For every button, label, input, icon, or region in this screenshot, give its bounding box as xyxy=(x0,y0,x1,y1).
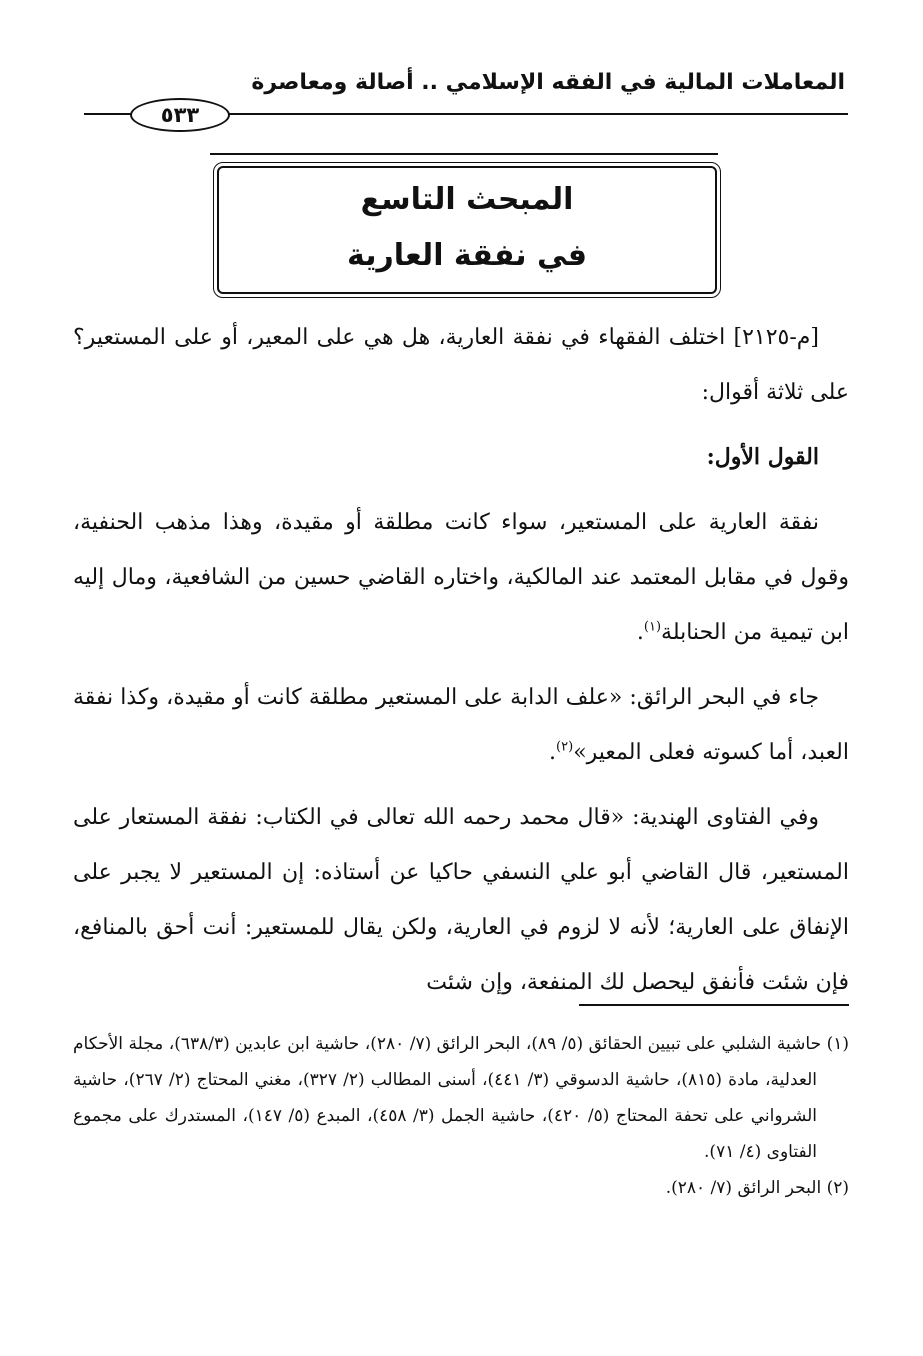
paragraph-1 xyxy=(73,495,849,660)
footnote-ref-2: (٢) xyxy=(556,739,574,755)
footnote-1-text: حاشية الشلبي على تبيين الحقائق (٥/ ٨٩)، البحر الرائق (٧/ ٢٨٠)، حاشية ابن عابدين (٦٣٨/٣)، مجلة الأحكام العدلية، مادة (٨١٥)، حاشية الدسوقي (٣/ ٤٤١)، أسنى المطالب (٢/ ٣٢٧)، مغني المحتاج (٢/ ٢٦٧)، حاشية الشرواني على تحفة المحتاج (٥/ ٤٢٠)، حاشية الجمل (٣/ ٤٥٨)، المبدع (٥/ ١٤٧)، المستدرك على مجموع الفتاوى (٤/ ٧١). xyxy=(73,1034,822,1162)
paragraph-2-end: . xyxy=(549,740,557,765)
paragraph-2 xyxy=(73,670,849,780)
footnote-2-number: (٢) xyxy=(826,1178,849,1198)
section-title-line-1: المبحث التاسع xyxy=(360,182,574,217)
footnote-1-number: (١) xyxy=(826,1034,849,1054)
first-opinion-heading: القول الأول: xyxy=(706,444,819,470)
paragraph-1-end: . xyxy=(636,620,644,645)
page-number-badge: ٥٣٣ xyxy=(130,98,230,132)
paragraph-2-text: جاء في البحر الرائق: «علف الدابة على المستعير مطلقة كانت أو مقيدة، وكذا نفقة العبد، أما كسوته فعلى المعير» xyxy=(73,685,849,765)
footnote-2-text: البحر الرائق (٧/ ٢٨٠). xyxy=(665,1178,822,1198)
section-title-line-2: في نفقة العارية xyxy=(347,238,587,273)
footnote-rule xyxy=(579,1004,849,1006)
footnote-1 xyxy=(73,1026,849,1170)
body-text xyxy=(73,310,849,1010)
intro-paragraph: [م-٢١٢٥] اختلف الفقهاء في نفقة العارية، هل هي على المعير، أو على المستعير؟ على ثلاثة أقوال: xyxy=(73,325,849,405)
heading-top-rule xyxy=(210,153,718,155)
paragraph-1-text: نفقة العارية على المستعير، سواء كانت مطلقة أو مقيدة، وهذا مذهب الحنفية، وقول في مقابل المعتمد عند المالكية، واختاره القاضي حسين من الشافعية، ومال إليه ابن تيمية من الحنابلة xyxy=(73,510,849,645)
footnote-ref-1: (١) xyxy=(643,619,662,635)
section-heading-box xyxy=(217,166,717,294)
paragraph-3: وفي الفتاوى الهندية: «قال محمد رحمه الله تعالى في الكتاب: نفقة المستعار على المستعير، قال القاضي أبو علي النسفي حاكيا عن أستاذه: إن المستعير لا يجبر على الإنفاق على العارية؛ لأنه لا لزوم في العارية، ولكن يقال للمستعير: أنت أحق بالمنافع، فإن شئت فأنفق ليحصل لك المنفعة، وإن شئت xyxy=(73,805,849,995)
running-title: المعاملات المالية في الفقه الإسلامي .. أصالة ومعاصرة xyxy=(251,70,845,95)
footnote-2 xyxy=(73,1170,849,1206)
footnotes xyxy=(73,1026,849,1206)
